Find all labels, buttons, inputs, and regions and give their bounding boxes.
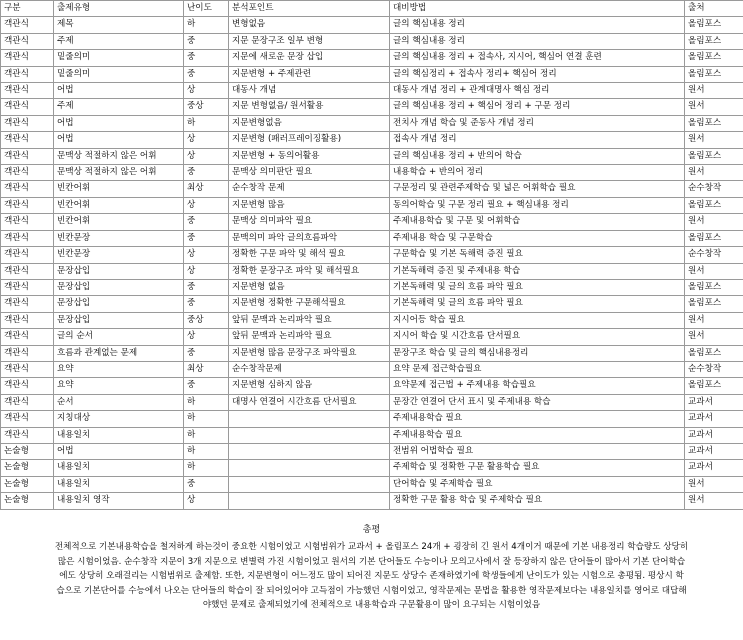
cell-source: 순수창작 <box>685 181 743 197</box>
cell-difficulty: 상 <box>184 263 229 279</box>
cell-question-type: 순서 <box>54 394 184 410</box>
cell-question-type: 요약 <box>54 378 184 394</box>
cell-difficulty: 중 <box>184 296 229 312</box>
table-row <box>1 99 743 115</box>
cell-source: 올림포스 <box>685 50 743 66</box>
cell-source: 교과서 <box>685 443 743 459</box>
table-row <box>1 165 743 181</box>
cell-preparation: 기본독해력 및 글의 흐름 파악 필요 <box>390 279 685 295</box>
cell-difficulty: 최상 <box>184 361 229 377</box>
cell-category: 객관식 <box>1 296 54 312</box>
cell-question-type: 주제 <box>54 99 184 115</box>
table-row <box>1 279 743 295</box>
cell-source: 올림포스 <box>685 17 743 33</box>
cell-category: 객관식 <box>1 411 54 427</box>
cell-question-type: 밑줄의미 <box>54 66 184 82</box>
cell-source: 올림포스 <box>685 296 743 312</box>
cell-analysis-point: 지문변형 많음 <box>229 197 390 213</box>
cell-difficulty: 상 <box>184 247 229 263</box>
cell-question-type: 어법 <box>54 115 184 131</box>
cell-source: 원서 <box>685 214 743 230</box>
cell-source: 교과서 <box>685 394 743 410</box>
cell-preparation: 정확한 구문 활용 학습 및 주제학습 필요 <box>390 493 685 509</box>
cell-category: 객관식 <box>1 132 54 148</box>
cell-category: 객관식 <box>1 230 54 246</box>
cell-analysis-point: 지문 변형없음/ 원서활용 <box>229 99 390 115</box>
cell-source: 원서 <box>685 476 743 492</box>
cell-analysis-point: 순수창작 문제 <box>229 181 390 197</box>
table-row <box>1 50 743 66</box>
table-row <box>1 132 743 148</box>
cell-preparation: 지시어등 학습 필요 <box>390 312 685 328</box>
cell-source: 올림포스 <box>685 378 743 394</box>
table-row <box>1 476 743 492</box>
cell-preparation: 구문학습 및 기본 독해력 증진 필요 <box>390 247 685 263</box>
cell-question-type: 빈칸어휘 <box>54 197 184 213</box>
review-body <box>6 540 737 613</box>
cell-category: 객관식 <box>1 33 54 49</box>
table-row <box>1 247 743 263</box>
cell-category: 객관식 <box>1 279 54 295</box>
cell-analysis-point: 지문 문장구조 일부 변형 <box>229 33 390 49</box>
cell-source: 원서 <box>685 312 743 328</box>
cell-category: 객관식 <box>1 312 54 328</box>
cell-preparation: 동의어학습 및 구문 정리 필요 + 핵심내용 정리 <box>390 197 685 213</box>
cell-analysis-point <box>229 427 390 443</box>
cell-preparation: 글의 핵심내용 정리 + 반의어 학습 <box>390 148 685 164</box>
table-row <box>1 181 743 197</box>
cell-analysis-point: 지문변형 없음 <box>229 279 390 295</box>
table-row <box>1 17 743 33</box>
cell-source: 원서 <box>685 83 743 99</box>
table-row <box>1 148 743 164</box>
cell-difficulty: 상 <box>184 493 229 509</box>
cell-question-type: 제목 <box>54 17 184 33</box>
cell-category: 객관식 <box>1 214 54 230</box>
cell-source: 올림포스 <box>685 33 743 49</box>
cell-difficulty: 하 <box>184 443 229 459</box>
cell-preparation: 요약문제 접근법 + 주제내용 학습필요 <box>390 378 685 394</box>
cell-category: 객관식 <box>1 165 54 181</box>
cell-analysis-point: 변형없음 <box>229 17 390 33</box>
cell-analysis-point <box>229 460 390 476</box>
cell-question-type: 어법 <box>54 83 184 99</box>
cell-question-type: 주제 <box>54 33 184 49</box>
cell-category: 객관식 <box>1 378 54 394</box>
cell-question-type: 문맥상 적절하지 않은 어휘 <box>54 165 184 181</box>
cell-difficulty: 중상 <box>184 99 229 115</box>
cell-difficulty: 상 <box>184 329 229 345</box>
table-row <box>1 493 743 509</box>
cell-source: 올림포스 <box>685 148 743 164</box>
cell-analysis-point: 지문변형 정확한 구문해석필요 <box>229 296 390 312</box>
cell-analysis-point: 앞뒤 문맥과 논리파악 필요 <box>229 312 390 328</box>
cell-question-type: 내용일치 <box>54 476 184 492</box>
cell-difficulty: 최상 <box>184 181 229 197</box>
cell-difficulty: 상 <box>184 197 229 213</box>
cell-difficulty: 중 <box>184 378 229 394</box>
cell-analysis-point: 지문변형 + 동의어활용 <box>229 148 390 164</box>
cell-category: 논술형 <box>1 493 54 509</box>
table-row <box>1 394 743 410</box>
cell-preparation: 기본독해력 및 글의 흐름 파악 필요 <box>390 296 685 312</box>
cell-category: 객관식 <box>1 263 54 279</box>
table-row <box>1 345 743 361</box>
cell-difficulty: 상 <box>184 132 229 148</box>
header-analysis-point: 분석포인트 <box>229 1 390 17</box>
cell-difficulty: 중 <box>184 345 229 361</box>
cell-source: 원서 <box>685 329 743 345</box>
cell-difficulty: 중 <box>184 66 229 82</box>
cell-category: 객관식 <box>1 329 54 345</box>
cell-difficulty: 하 <box>184 460 229 476</box>
cell-preparation: 기본독해력 증진 및 주제내용 학습 <box>390 263 685 279</box>
cell-category: 객관식 <box>1 181 54 197</box>
cell-preparation: 문장구조 학습 및 글의 핵심내용정리 <box>390 345 685 361</box>
cell-question-type: 지칭대상 <box>54 411 184 427</box>
cell-difficulty: 상 <box>184 83 229 99</box>
cell-category: 객관식 <box>1 394 54 410</box>
cell-question-type: 내용일치 <box>54 427 184 443</box>
cell-preparation: 구문정리 및 관련주제학습 및 넓은 어휘학습 필요 <box>390 181 685 197</box>
review-line: 야했던 문제로 출제되었기에 전체적으로 내용학습과 구문활용이 많이 요구되는 시험이었음 <box>202 600 541 611</box>
cell-category: 객관식 <box>1 197 54 213</box>
cell-difficulty: 중 <box>184 230 229 246</box>
cell-question-type: 빈칸어휘 <box>54 181 184 197</box>
table-row <box>1 427 743 443</box>
cell-source: 올림포스 <box>685 279 743 295</box>
cell-analysis-point: 지문변형 (패러프레이징활용) <box>229 132 390 148</box>
header-preparation: 대비방법 <box>390 1 685 17</box>
table-row <box>1 115 743 131</box>
cell-source: 원서 <box>685 493 743 509</box>
table-row <box>1 214 743 230</box>
cell-preparation: 주제내용 학습 및 구문학습 <box>390 230 685 246</box>
cell-source: 교과서 <box>685 411 743 427</box>
table-row <box>1 66 743 82</box>
cell-category: 논술형 <box>1 476 54 492</box>
cell-difficulty: 중 <box>184 279 229 295</box>
cell-preparation: 요약 문제 접근학습필요 <box>390 361 685 377</box>
table-row <box>1 411 743 427</box>
cell-question-type: 문맥상 적절하지 않은 어휘 <box>54 148 184 164</box>
review-line: 에도 상당히 오래걸리는 시험범위로 출제함. 또한, 지문변형이 어느정도 많이 되어진 지문도 상당수 존재하였기에 학생들에게 난이도가 있는 시험으로 총평됨. 평상시 학 <box>59 571 684 582</box>
cell-category: 객관식 <box>1 345 54 361</box>
cell-preparation: 글의 핵심내용 정리 <box>390 33 685 49</box>
cell-source: 올림포스 <box>685 115 743 131</box>
cell-analysis-point: 대명사 연결어 시간흐름 단서필요 <box>229 394 390 410</box>
cell-preparation: 글의 핵심내용 정리 + 접속사, 지시어, 핵심어 연결 훈련 <box>390 50 685 66</box>
cell-question-type: 문장삽입 <box>54 312 184 328</box>
cell-analysis-point: 순수창작문제 <box>229 361 390 377</box>
table-row <box>1 263 743 279</box>
cell-question-type: 빈칸문장 <box>54 230 184 246</box>
cell-question-type: 글의 순서 <box>54 329 184 345</box>
cell-analysis-point: 대동사 개념 <box>229 83 390 99</box>
cell-preparation: 전범위 어법학습 필요 <box>390 443 685 459</box>
cell-preparation: 지시어 학습 및 시간흐름 단서필요 <box>390 329 685 345</box>
cell-question-type: 빈칸어휘 <box>54 214 184 230</box>
cell-preparation: 내용학습 + 반의어 정리 <box>390 165 685 181</box>
cell-question-type: 문장삽입 <box>54 263 184 279</box>
table-row <box>1 378 743 394</box>
table-row <box>1 33 743 49</box>
cell-analysis-point <box>229 411 390 427</box>
cell-analysis-point: 정확한 문장구조 파악 및 해석필요 <box>229 263 390 279</box>
cell-source: 순수창작 <box>685 247 743 263</box>
table-row <box>1 230 743 246</box>
cell-question-type: 어법 <box>54 443 184 459</box>
cell-difficulty: 하 <box>184 394 229 410</box>
cell-preparation: 전치사 개념 학습 및 준동사 개념 정리 <box>390 115 685 131</box>
table-row <box>1 361 743 377</box>
table-row <box>1 83 743 99</box>
cell-category: 객관식 <box>1 361 54 377</box>
table-row <box>1 443 743 459</box>
cell-source: 올림포스 <box>685 66 743 82</box>
cell-analysis-point: 지문변형없음 <box>229 115 390 131</box>
cell-category: 객관식 <box>1 427 54 443</box>
cell-preparation: 주제내용학습 및 구문 및 어휘학습 <box>390 214 685 230</box>
cell-difficulty: 중 <box>184 50 229 66</box>
cell-preparation: 주제내용학습 필요 <box>390 427 685 443</box>
cell-question-type: 내용일치 영작 <box>54 493 184 509</box>
header-question-type: 출제유형 <box>54 1 184 17</box>
cell-difficulty: 중 <box>184 165 229 181</box>
cell-analysis-point <box>229 493 390 509</box>
cell-analysis-point <box>229 443 390 459</box>
cell-source: 원서 <box>685 263 743 279</box>
cell-difficulty: 하 <box>184 427 229 443</box>
review-line: 많은 시험이었음. 순수창작 지문이 3개 지문으로 변별력 가진 시험이었고 원서의 기본 단어들도 수능이나 모의고사에서 잘 등장하지 않은 단어들이 많아서 기본 단어학습 <box>57 556 686 567</box>
cell-preparation: 단어학습 및 주제학습 필요 <box>390 476 685 492</box>
review-section <box>0 519 743 640</box>
cell-difficulty: 상 <box>184 148 229 164</box>
cell-question-type: 어법 <box>54 132 184 148</box>
cell-question-type: 문장삽입 <box>54 296 184 312</box>
table-row <box>1 460 743 476</box>
cell-difficulty: 하 <box>184 115 229 131</box>
cell-category: 객관식 <box>1 83 54 99</box>
header-difficulty: 난이도 <box>184 1 229 17</box>
table-header-row <box>1 1 743 17</box>
cell-source: 교과서 <box>685 427 743 443</box>
cell-preparation: 주제학습 및 정확한 구문 활용학습 필요 <box>390 460 685 476</box>
cell-difficulty: 하 <box>184 411 229 427</box>
table-row <box>1 312 743 328</box>
cell-question-type: 빈칸문장 <box>54 247 184 263</box>
cell-question-type: 밑줄의미 <box>54 50 184 66</box>
cell-question-type: 문장삽입 <box>54 279 184 295</box>
cell-source: 원서 <box>685 165 743 181</box>
cell-analysis-point: 정확한 구문 파악 및 해석 필요 <box>229 247 390 263</box>
cell-category: 논술형 <box>1 443 54 459</box>
cell-category: 객관식 <box>1 17 54 33</box>
cell-analysis-point: 앞뒤 문맥과 논리파악 필요 <box>229 329 390 345</box>
cell-source: 올림포스 <box>685 345 743 361</box>
cell-difficulty: 하 <box>184 17 229 33</box>
cell-analysis-point: 문맥상 의미파악 필요 <box>229 214 390 230</box>
cell-source: 순수창작 <box>685 361 743 377</box>
cell-question-type: 흐름과 관계없는 문제 <box>54 345 184 361</box>
cell-category: 객관식 <box>1 66 54 82</box>
cell-category: 객관식 <box>1 148 54 164</box>
cell-analysis-point <box>229 476 390 492</box>
cell-category: 논술형 <box>1 460 54 476</box>
review-line: 전체적으로 기본내용학습을 철저하게 하는것이 중요한 시험이었고 시험범위가 교과서 + 올림포스 24개 + 굉장히 긴 원서 4개이거 때문에 기본 내용정리 학습량도 상당히 <box>54 542 689 552</box>
cell-analysis-point: 문맥의미 파악 글의흐름파악 <box>229 230 390 246</box>
cell-category: 객관식 <box>1 247 54 263</box>
cell-preparation: 주제내용학습 필요 <box>390 411 685 427</box>
cell-preparation: 문장간 연결어 단서 표시 및 주제내용 학습 <box>390 394 685 410</box>
cell-category: 객관식 <box>1 115 54 131</box>
cell-source: 올림포스 <box>685 197 743 213</box>
cell-difficulty: 중 <box>184 476 229 492</box>
cell-question-type: 요약 <box>54 361 184 377</box>
cell-analysis-point: 지문변형 많음 문장구조 파악필요 <box>229 345 390 361</box>
review-line: 습으로 기본단어를 수능에서 나오는 단어들의 학습이 잘 되어있어야 고득점이 가능했던 시험이었고, 영작문제는 문법을 활용한 영작문제보다는 내용일치를 영어로 대답해 <box>56 585 687 596</box>
cell-source: 올림포스 <box>685 230 743 246</box>
cell-preparation: 접속사 개념 정리 <box>390 132 685 148</box>
cell-preparation: 글의 핵심내용 정리 + 핵심어 정리 + 구문 정리 <box>390 99 685 115</box>
cell-difficulty: 중 <box>184 33 229 49</box>
cell-source: 교과서 <box>685 460 743 476</box>
cell-source: 원서 <box>685 99 743 115</box>
cell-preparation: 글의 핵심내용 정리 <box>390 17 685 33</box>
cell-question-type: 내용일치 <box>54 460 184 476</box>
cell-preparation: 글의 핵심정리 + 접속사 정리+ 핵심어 정리 <box>390 66 685 82</box>
table-row <box>1 296 743 312</box>
cell-difficulty: 중상 <box>184 312 229 328</box>
review-title: 총평 <box>362 525 381 535</box>
cell-analysis-point: 지문변형 심하지 않음 <box>229 378 390 394</box>
cell-analysis-point: 문맥상 의미판단 필요 <box>229 165 390 181</box>
cell-difficulty: 중 <box>184 214 229 230</box>
cell-category: 객관식 <box>1 50 54 66</box>
cell-category: 객관식 <box>1 99 54 115</box>
header-source: 출처 <box>685 1 743 17</box>
cell-analysis-point: 지문변형 + 주제관련 <box>229 66 390 82</box>
header-category: 구분 <box>1 1 54 17</box>
cell-source: 원서 <box>685 132 743 148</box>
table-row <box>1 197 743 213</box>
cell-preparation: 대동사 개념 정리 + 관계대명사 핵심 정리 <box>390 83 685 99</box>
table-row <box>1 329 743 345</box>
cell-analysis-point: 지문에 새로운 문장 삽입 <box>229 50 390 66</box>
